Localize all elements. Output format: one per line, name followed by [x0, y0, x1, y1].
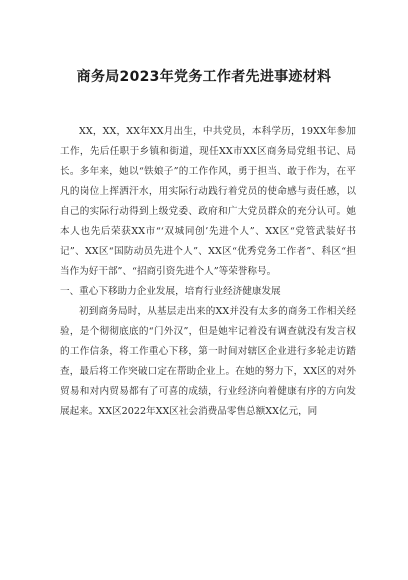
document-title: 商务局2023年党务工作者先进事迹材料: [76, 69, 332, 85]
section-heading: 一、重心下移助力企业发展，培育行业经济健康发展: [60, 286, 281, 297]
document-body: [60, 122, 356, 422]
intro-paragraph: XX，XX，XX年XX月出生，中共党员，本科学历，19XX年参加工作，先后任职于乡镇和街道，现任XX市XX区商务局党组书记、局长。多年来，她以“铁娘子”的工作作风，勇于担当、敢于作为，在平凡的岗位上挥洒汗水，用实际行动践行着党员的使命感与责任感，以自己的实际行动得到上级党委、政府和广大党员群众的充分认可。她本人也先后荣获XX市“‘双城同创’先进个人”、XX区“党管武装好书记”、XX区“国防动员先进个人”、XX区“优秀党务工作者”、科区“担当作为好干部”、“招商引资先进个人”等荣誉称号。: [60, 126, 356, 277]
body-paragraph: 初到商务局时，从基层走出来的XX并没有太多的商务工作相关经验，是个彻彻底底的“门外汉”，但是她牢记着没有调查就没有发言权的工作信条，将工作重心下移，第一时间对辖区企业进行多轮走访踏查，最后将工作突破口定在帮助企业上。在她的努力下，XX区的对外贸易和对内贸易都有了可喜的成绩，行业经济向着健康有序的方向发展起来。XX区2022年XX区社会消费品零售总额XX亿元，同: [60, 306, 356, 417]
